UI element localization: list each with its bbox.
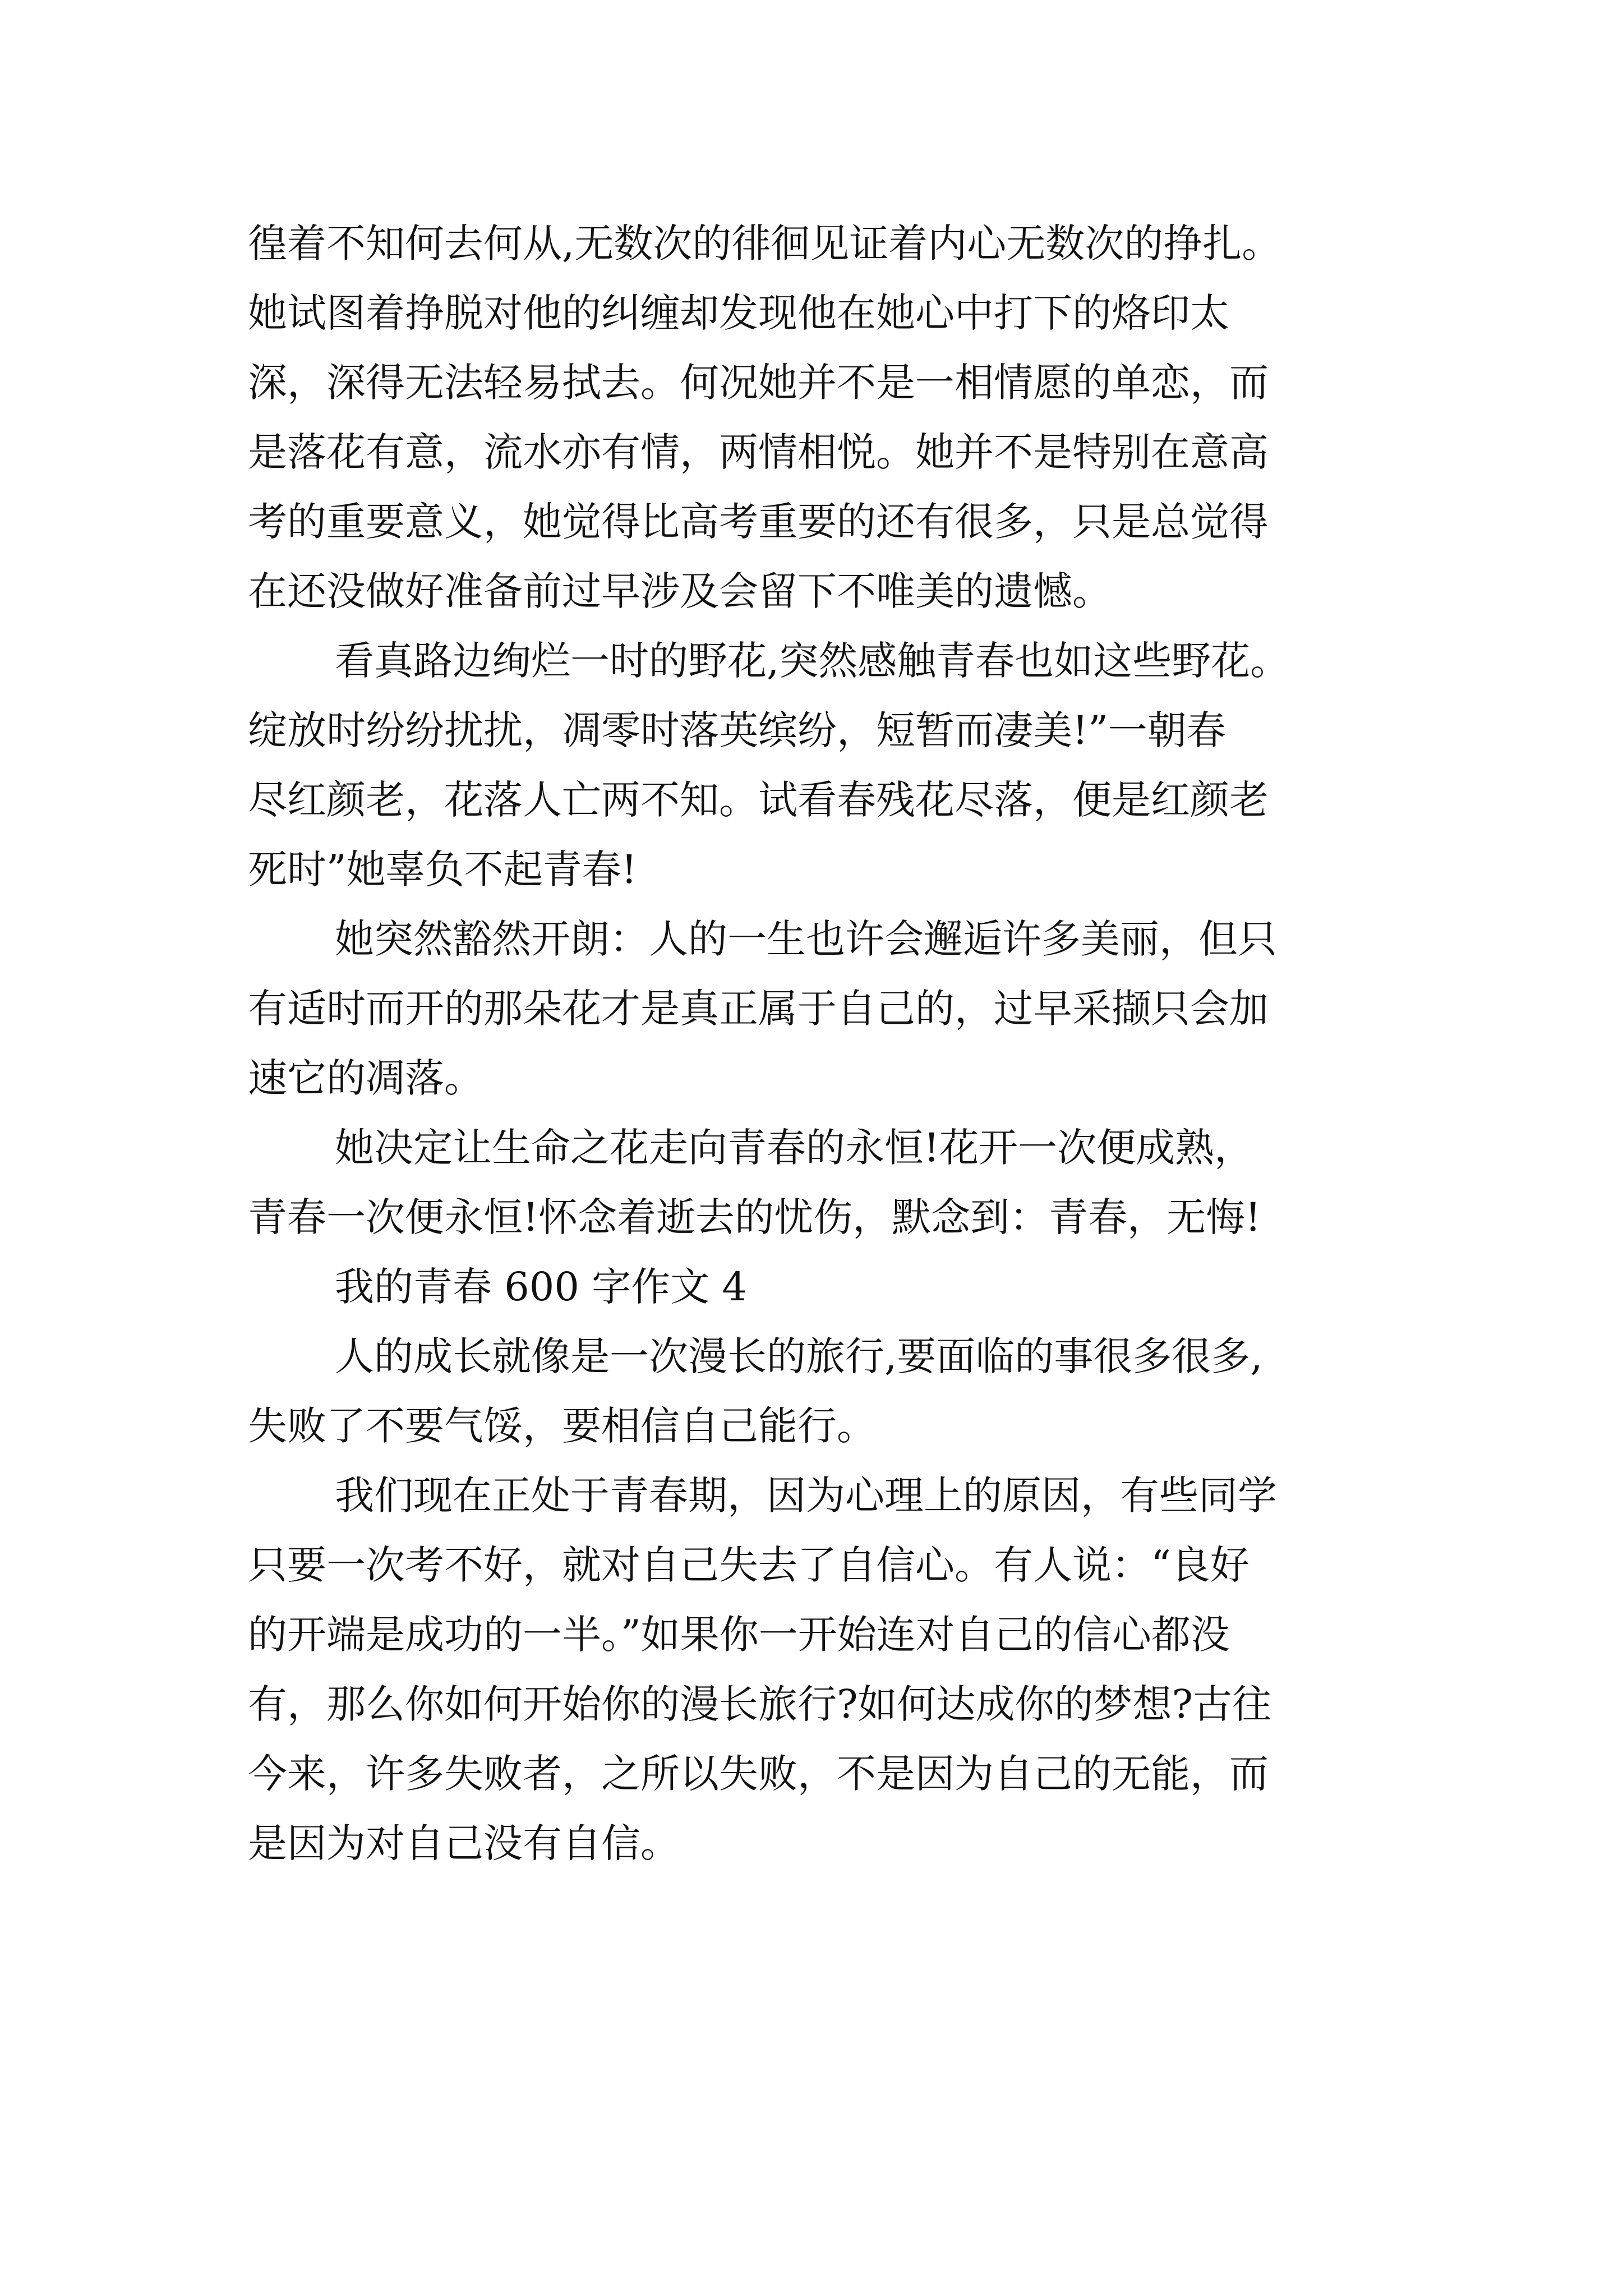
- text-line: 我们现在正处于青春期，因为心理上的原因，有些同学: [335, 1473, 1277, 1519]
- text-line: 的开端是成功的一半。”如果你一开始连对自己的信心都没: [248, 1612, 1230, 1658]
- document-body: [248, 209, 1403, 1878]
- text-line: 她突然豁然开朗：人的一生也许会邂逅许多美丽，但只: [335, 916, 1277, 962]
- text-line: 青春一次便永恒!怀念着逝去的忧伤，默念到：青春，无悔!: [248, 1194, 1261, 1240]
- text-line: 只要一次考不好，就对自己失去了自信心。有人说：“良好: [248, 1542, 1249, 1588]
- text-line: 人的成长就像是一次漫长的旅行,要面临的事很多很多,: [335, 1333, 1263, 1379]
- text-line: 尽红颜老，花落人亡两不知。试看春残花尽落，便是红颜老: [248, 777, 1269, 823]
- text-line: 是因为对自己没有自信。: [248, 1820, 680, 1866]
- text-line: 看真路边绚烂一时的野花,突然感触青春也如这些野花。: [335, 638, 1290, 684]
- text-line: 死时”她辜负不起青春!: [248, 846, 637, 892]
- text-line: 是落花有意，流水亦有情，两情相悦。她并不是特别在意高: [248, 429, 1269, 475]
- text-line: 失败了不要气馁，要相信自己能行。: [248, 1403, 876, 1449]
- text-line: 深，深得无法轻易拭去。何况她并不是一相情愿的单恋，而: [248, 360, 1269, 406]
- text-line: 徨着不知何去何从,无数次的徘徊见证着内心无数次的挣扎。: [248, 220, 1281, 266]
- text-line: 我的青春 600 字作文 4: [335, 1264, 747, 1310]
- text-line: 今来，许多失败者，之所以失败，不是因为自己的无能，而: [248, 1751, 1269, 1797]
- text-line: 速它的凋落。: [248, 1055, 483, 1101]
- text-line: 有，那么你如何开始你的漫长旅行?如何达成你的梦想?古往: [248, 1681, 1272, 1727]
- text-line: 绽放时纷纷扰扰，凋零时落英缤纷，短暂而凄美!”一朝春: [248, 707, 1226, 753]
- text-line: 她试图着挣脱对他的纠缠却发现他在她心中打下的烙印太: [248, 290, 1229, 336]
- text-line: 有适时而开的那朵花才是真正属于自己的，过早采撷只会加: [248, 986, 1269, 1032]
- text-line: 她决定让生命之花走向青春的永恒!花开一次便成熟，: [335, 1125, 1254, 1171]
- text-line: 考的重要意义，她觉得比高考重要的还有很多，只是总觉得: [248, 499, 1269, 545]
- text-line: 在还没做好准备前过早涉及会留下不唯美的遗憾。: [248, 568, 1112, 614]
